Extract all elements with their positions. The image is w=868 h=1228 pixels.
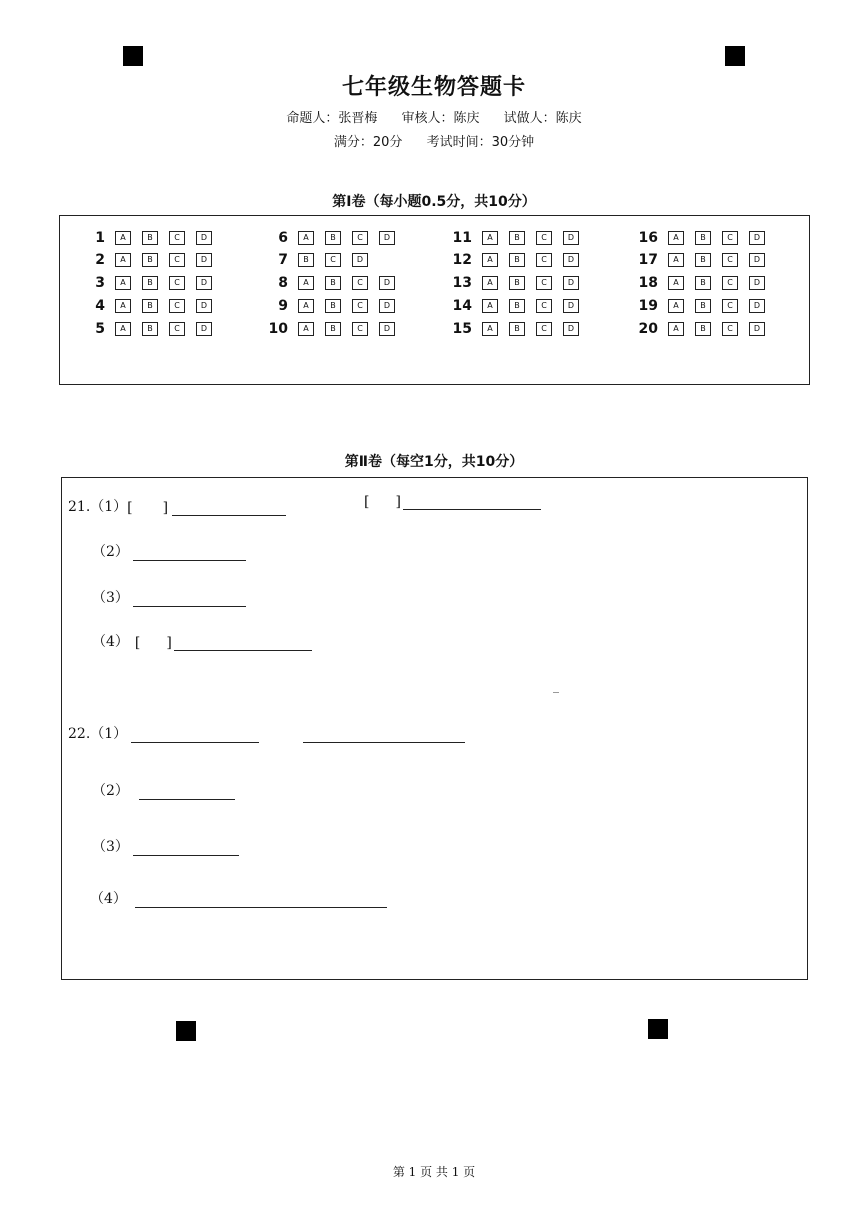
answer-bubble-4-c[interactable]: C: [169, 299, 185, 313]
page-title: 七年级生物答题卡: [341, 75, 526, 100]
q22-part4-row: [90, 888, 387, 908]
exam-info-line: [0, 131, 868, 150]
answer-bubble-14-c[interactable]: C: [536, 299, 552, 313]
answer-bubble-19-c[interactable]: C: [722, 299, 738, 313]
answer-bubble-19-d[interactable]: D: [749, 299, 765, 313]
answer-bubble-11-c[interactable]: C: [536, 231, 552, 245]
answer-bubble-14-a[interactable]: A: [482, 299, 498, 313]
answer-bubble-8-b[interactable]: B: [325, 276, 341, 290]
mc-question-2: [75, 251, 223, 269]
answer-bubble-16-c[interactable]: C: [722, 231, 738, 245]
mc-question-number: 18: [638, 275, 658, 291]
q21-part1-row: [68, 496, 286, 516]
answer-bubble-19-b[interactable]: B: [695, 299, 711, 313]
q22-part1-answer-line-b[interactable]: [303, 728, 465, 743]
mc-question-number: 16: [638, 230, 658, 246]
answer-bubble-9-a[interactable]: A: [298, 299, 314, 313]
answer-bubble-5-d[interactable]: D: [196, 322, 212, 336]
q22-part1-answer-line-a[interactable]: [131, 728, 259, 743]
answer-bubble-2-d[interactable]: D: [196, 253, 212, 267]
score-text: 满分：20分: [333, 135, 403, 150]
mc-question-number: 17: [638, 252, 658, 268]
q21-part1b-bracket-open: [: [364, 494, 370, 510]
mc-question-number: 9: [278, 298, 288, 314]
answer-bubble-4-b[interactable]: B: [142, 299, 158, 313]
mc-question-18: [628, 274, 776, 292]
section2-heading: 第Ⅱ卷（每空1分，共10分）: [344, 454, 524, 470]
q21-part1b-row: [364, 494, 541, 510]
answer-bubble-17-a[interactable]: A: [668, 253, 684, 267]
answer-bubble-15-a[interactable]: A: [482, 322, 498, 336]
mc-question-6: [258, 229, 406, 247]
answer-bubble-7-c[interactable]: C: [325, 253, 341, 267]
answer-bubble-18-a[interactable]: A: [668, 276, 684, 290]
q22-part2-row: [92, 780, 235, 800]
q21-part3-label: （3）: [92, 590, 129, 606]
answer-bubble-13-b[interactable]: B: [509, 276, 525, 290]
answer-bubble-15-b[interactable]: B: [509, 322, 525, 336]
answer-bubble-8-a[interactable]: A: [298, 276, 314, 290]
mc-question-9: [258, 297, 406, 315]
mc-question-19: [628, 297, 776, 315]
answer-bubble-11-a[interactable]: A: [482, 231, 498, 245]
registration-mark-top-right: [725, 46, 745, 66]
q22-part2-label: （2）: [92, 783, 129, 799]
q22-part3-row: [92, 836, 239, 856]
answer-bubble-5-b[interactable]: B: [142, 322, 158, 336]
q21-part2-answer-line[interactable]: [133, 546, 246, 561]
answer-bubble-1-b[interactable]: B: [142, 231, 158, 245]
q22-part1-label: 22.（1）: [68, 726, 128, 742]
answer-bubble-19-a[interactable]: A: [668, 299, 684, 313]
mc-question-11: [442, 229, 590, 247]
mc-question-20: [628, 320, 776, 338]
answer-bubble-7-b[interactable]: B: [298, 253, 314, 267]
section1-heading: 第Ⅰ卷（每小题0.5分，共10分）: [332, 194, 536, 210]
answer-bubble-20-a[interactable]: A: [668, 322, 684, 336]
q22-part4-answer-line[interactable]: [135, 893, 387, 908]
answer-bubble-14-d[interactable]: D: [563, 299, 579, 313]
answer-bubble-3-b[interactable]: B: [142, 276, 158, 290]
mc-question-number: 3: [95, 275, 105, 291]
mc-question-1: [75, 229, 223, 247]
answer-bubble-18-d[interactable]: D: [749, 276, 765, 290]
answer-bubble-20-d[interactable]: D: [749, 322, 765, 336]
answer-bubble-11-d[interactable]: D: [563, 231, 579, 245]
answer-bubble-5-c[interactable]: C: [169, 322, 185, 336]
mc-question-number: 4: [95, 298, 105, 314]
answer-bubble-5-a[interactable]: A: [115, 322, 131, 336]
mc-question-number: 12: [452, 252, 472, 268]
mc-question-number: 6: [278, 230, 288, 246]
registration-mark-top-left: [123, 46, 143, 66]
answer-bubble-3-c[interactable]: C: [169, 276, 185, 290]
q21-part1-bracket-close: ]: [162, 500, 169, 516]
answer-bubble-9-c[interactable]: C: [352, 299, 368, 313]
answer-bubble-10-d[interactable]: D: [379, 322, 395, 336]
answer-bubble-10-c[interactable]: C: [352, 322, 368, 336]
answer-bubble-16-a[interactable]: A: [668, 231, 684, 245]
q21-part4-bracket-open: [: [134, 635, 141, 651]
q21-part1-bracket-open: [: [127, 500, 133, 516]
answer-bubble-2-b[interactable]: B: [142, 253, 158, 267]
q21-part4-answer-line[interactable]: [174, 636, 312, 651]
answer-bubble-6-c[interactable]: C: [352, 231, 368, 245]
answer-bubble-13-d[interactable]: D: [563, 276, 579, 290]
mc-question-7: [258, 251, 379, 269]
mc-question-8: [258, 274, 406, 292]
answer-bubble-17-d[interactable]: D: [749, 253, 765, 267]
answer-bubble-12-b[interactable]: B: [509, 253, 525, 267]
answer-bubble-1-d[interactable]: D: [196, 231, 212, 245]
mc-question-4: [75, 297, 223, 315]
answer-bubble-11-b[interactable]: B: [509, 231, 525, 245]
answer-bubble-9-d[interactable]: D: [379, 299, 395, 313]
registration-mark-bottom-left: [176, 1021, 196, 1041]
q21-part4-row: [92, 631, 312, 651]
answer-bubble-16-b[interactable]: B: [695, 231, 711, 245]
answer-bubble-20-b[interactable]: B: [695, 322, 711, 336]
mc-question-number: 15: [452, 321, 472, 337]
q21-part3-row: [92, 587, 246, 607]
answer-bubble-6-b[interactable]: B: [325, 231, 341, 245]
q22-part2-answer-line[interactable]: [139, 785, 235, 800]
answer-bubble-12-d[interactable]: D: [563, 253, 579, 267]
answer-bubble-13-a[interactable]: A: [482, 276, 498, 290]
registration-mark-bottom-right: [648, 1019, 668, 1039]
answer-bubble-20-c[interactable]: C: [722, 322, 738, 336]
answer-bubble-7-d[interactable]: D: [352, 253, 368, 267]
answer-bubble-10-b[interactable]: B: [325, 322, 341, 336]
answer-bubble-1-c[interactable]: C: [169, 231, 185, 245]
answer-bubble-18-b[interactable]: B: [695, 276, 711, 290]
answer-bubble-2-a[interactable]: A: [115, 253, 131, 267]
answer-bubble-2-c[interactable]: C: [169, 253, 185, 267]
reviewer-text: 审核人：陈庆: [401, 111, 480, 126]
mc-question-number: 13: [452, 275, 472, 291]
answer-bubble-1-a[interactable]: A: [115, 231, 131, 245]
q21-part1-answer-line[interactable]: [172, 501, 286, 516]
answer-bubble-8-d[interactable]: D: [379, 276, 395, 290]
mc-question-15: [442, 320, 590, 338]
answer-bubble-4-d[interactable]: D: [196, 299, 212, 313]
mc-question-number: 2: [95, 252, 105, 268]
answer-bubble-12-a[interactable]: A: [482, 253, 498, 267]
mc-question-number: 14: [452, 298, 472, 314]
answer-bubble-3-d[interactable]: D: [196, 276, 212, 290]
answer-bubble-15-c[interactable]: C: [536, 322, 552, 336]
q21-part4-bracket-close: ]: [166, 635, 172, 651]
q22-part4-label: （4）: [90, 891, 127, 907]
q21-part1-label: 21.（1）: [68, 499, 128, 515]
answer-bubble-8-c[interactable]: C: [352, 276, 368, 290]
q21-part1b-bracket-close: ]: [395, 494, 401, 510]
q22-part3-label: （3）: [92, 839, 129, 855]
answer-bubble-14-b[interactable]: B: [509, 299, 525, 313]
mc-question-10: [258, 320, 406, 338]
answer-bubble-4-a[interactable]: A: [115, 299, 131, 313]
q21-part3-answer-line[interactable]: [133, 592, 246, 607]
answer-bubble-12-c[interactable]: C: [536, 253, 552, 267]
mc-question-number: 1: [95, 230, 105, 246]
mc-question-13: [442, 274, 590, 292]
mc-question-14: [442, 297, 590, 315]
q21-part4-label: （4）: [92, 634, 129, 650]
mc-question-number: 8: [278, 275, 288, 291]
q21-part2-label: （2）: [92, 544, 129, 560]
answer-bubble-6-a[interactable]: A: [298, 231, 314, 245]
answer-bubble-3-a[interactable]: A: [115, 276, 131, 290]
mc-question-number: 5: [95, 321, 105, 337]
tester-text: 试做人：陈庆: [503, 111, 582, 126]
mc-question-5: [75, 320, 223, 338]
answer-bubble-17-b[interactable]: B: [695, 253, 711, 267]
q22-part1-row: [68, 723, 465, 743]
mc-question-16: [628, 229, 776, 247]
q22-part3-answer-line[interactable]: [133, 841, 239, 856]
setter-text: 命题人：张晋梅: [286, 111, 378, 126]
mc-question-12: [442, 251, 590, 269]
time-text: 考试时间：30分钟: [426, 135, 535, 150]
mc-question-17: [628, 251, 776, 269]
mc-question-number: 10: [268, 321, 288, 337]
answer-bubble-15-d[interactable]: D: [563, 322, 579, 336]
answer-bubble-9-b[interactable]: B: [325, 299, 341, 313]
mc-question-number: 19: [638, 298, 658, 314]
q21-part1b-answer-line[interactable]: [403, 495, 541, 510]
answer-bubble-18-c[interactable]: C: [722, 276, 738, 290]
page-footer: 第 1 页 共 1 页: [392, 1165, 476, 1179]
mc-question-number: 20: [638, 321, 658, 337]
mc-question-number: 11: [452, 230, 472, 246]
answer-bubble-10-a[interactable]: A: [298, 322, 314, 336]
answer-bubble-6-d[interactable]: D: [379, 231, 395, 245]
mc-question-number: 7: [278, 252, 288, 268]
answer-bubble-13-c[interactable]: C: [536, 276, 552, 290]
q21-part2-row: [92, 541, 246, 561]
answer-bubble-16-d[interactable]: D: [749, 231, 765, 245]
answer-bubble-17-c[interactable]: C: [722, 253, 738, 267]
mc-question-3: [75, 274, 223, 292]
author-line: [0, 107, 868, 126]
stray-mark: [553, 692, 559, 693]
